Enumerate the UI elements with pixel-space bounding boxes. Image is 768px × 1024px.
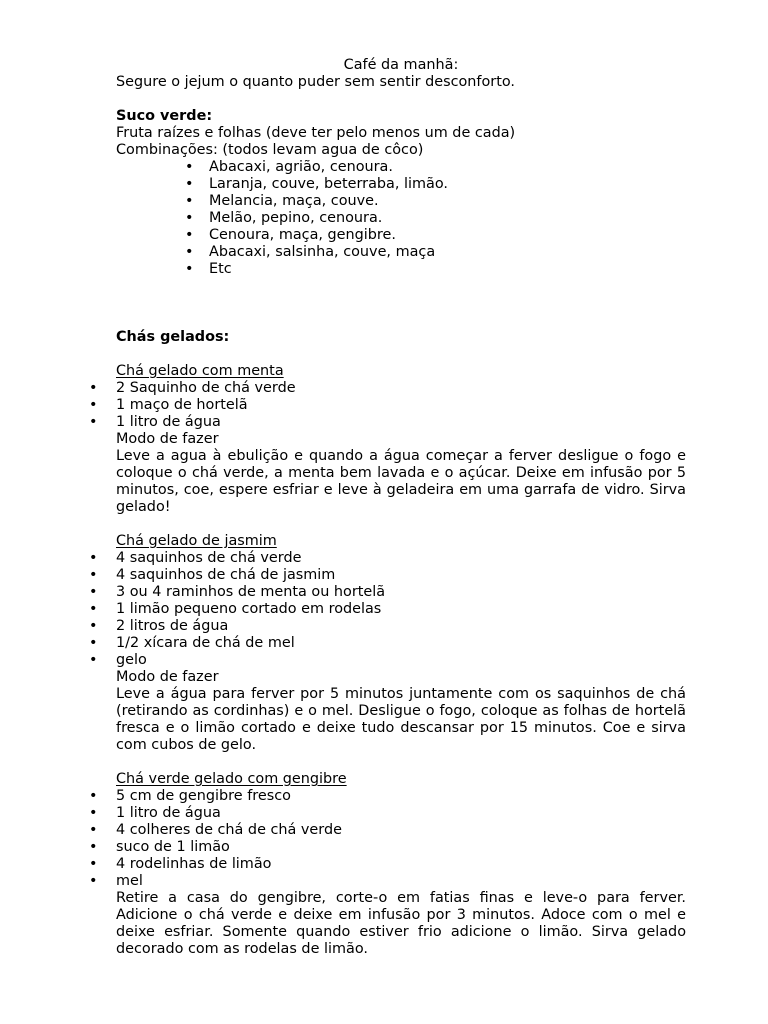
recipe-1-method: Leve a agua à ebulição e quando a água começar a ferver desligue o fogo e coloque o chá verde, a menta bem lavada e o açúcar. Deixe em infusão por 5 minutos, coe, espere esfriar e leve à geladeira em uma garrafa de vidro. Sirva gelado! <box>116 448 686 515</box>
list-item: • Abacaxi, salsinha, couve, maça <box>209 244 686 261</box>
document-body <box>116 57 686 958</box>
recipe-1-method-label: Modo de fazer <box>116 431 219 447</box>
chas-heading: Chás gelados: <box>116 329 230 345</box>
spacer <box>116 516 686 533</box>
suco-combinations-list <box>116 159 686 278</box>
list-item: • suco de 1 limão <box>116 839 686 856</box>
list-item: • 5 cm de gengibre fresco <box>116 788 686 805</box>
list-item: • Etc <box>209 261 686 278</box>
list-item: • Abacaxi, agrião, cenoura. <box>209 159 686 176</box>
list-item: • 1 litro de água <box>116 414 686 431</box>
list-item: • 1 litro de água <box>116 805 686 822</box>
recipe-2-ingredients <box>116 550 686 669</box>
spacer <box>116 91 686 108</box>
recipe-3-method: Retire a casa do gengibre, corte-o em fatias finas e leve-o para ferver. Adicione o chá verde e deixe em infusão por 3 minutos. Adoce com o mel e deixe esfriar. Somente quando estiver frio adicione o limão. Sirva gelado decorado com as rodelas de limão. <box>116 890 686 957</box>
recipe-1-ingredients <box>116 380 686 431</box>
recipe-3-title: Chá verde gelado com gengibre <box>116 771 347 787</box>
spacer <box>116 278 686 329</box>
suco-heading: Suco verde: <box>116 108 213 124</box>
recipe-3-ingredients <box>116 788 686 890</box>
list-item: • 4 colheres de chá de chá verde <box>116 822 686 839</box>
list-item: • 2 litros de água <box>116 618 686 635</box>
recipe-2-title: Chá gelado de jasmim <box>116 533 277 549</box>
list-item: • 1 maço de hortelã <box>116 397 686 414</box>
intro-text: Segure o jejum o quanto puder sem sentir desconforto. <box>116 74 515 90</box>
list-item: • 4 rodelinhas de limão <box>116 856 686 873</box>
list-item: • 1/2 xícara de chá de mel <box>116 635 686 652</box>
suco-line-2: Combinações: (todos levam agua de côco) <box>116 142 424 158</box>
spacer <box>116 346 686 363</box>
list-item: • 4 saquinhos de chá de jasmim <box>116 567 686 584</box>
list-item: • Laranja, couve, beterraba, limão. <box>209 176 686 193</box>
list-item: • 1 limão pequeno cortado em rodelas <box>116 601 686 618</box>
list-item: • Melancia, maça, couve. <box>209 193 686 210</box>
suco-line-1: Fruta raízes e folhas (deve ter pelo menos um de cada) <box>116 125 516 141</box>
recipe-2-method: Leve a água para ferver por 5 minutos juntamente com os saquinhos de chá (retirando as cordinhas) e o mel. Desligue o fogo, coloque as folhas de hortelã fresca e o limão cortado e deixe tudo descansar por 15 minutos. Coe e sirva com cubos de gelo. <box>116 686 686 753</box>
list-item: • gelo <box>116 652 686 669</box>
recipe-2-method-label: Modo de fazer <box>116 669 219 685</box>
list-item: • Cenoura, maça, gengibre. <box>209 227 686 244</box>
list-item: • mel <box>116 873 686 890</box>
page-title: Café da manhã: <box>343 57 459 73</box>
recipe-1-title: Chá gelado com menta <box>116 363 284 379</box>
list-item: • Melão, pepino, cenoura. <box>209 210 686 227</box>
list-item: • 4 saquinhos de chá verde <box>116 550 686 567</box>
list-item: • 3 ou 4 raminhos de menta ou hortelã <box>116 584 686 601</box>
list-item: • 2 Saquinho de chá verde <box>116 380 686 397</box>
spacer <box>116 754 686 771</box>
